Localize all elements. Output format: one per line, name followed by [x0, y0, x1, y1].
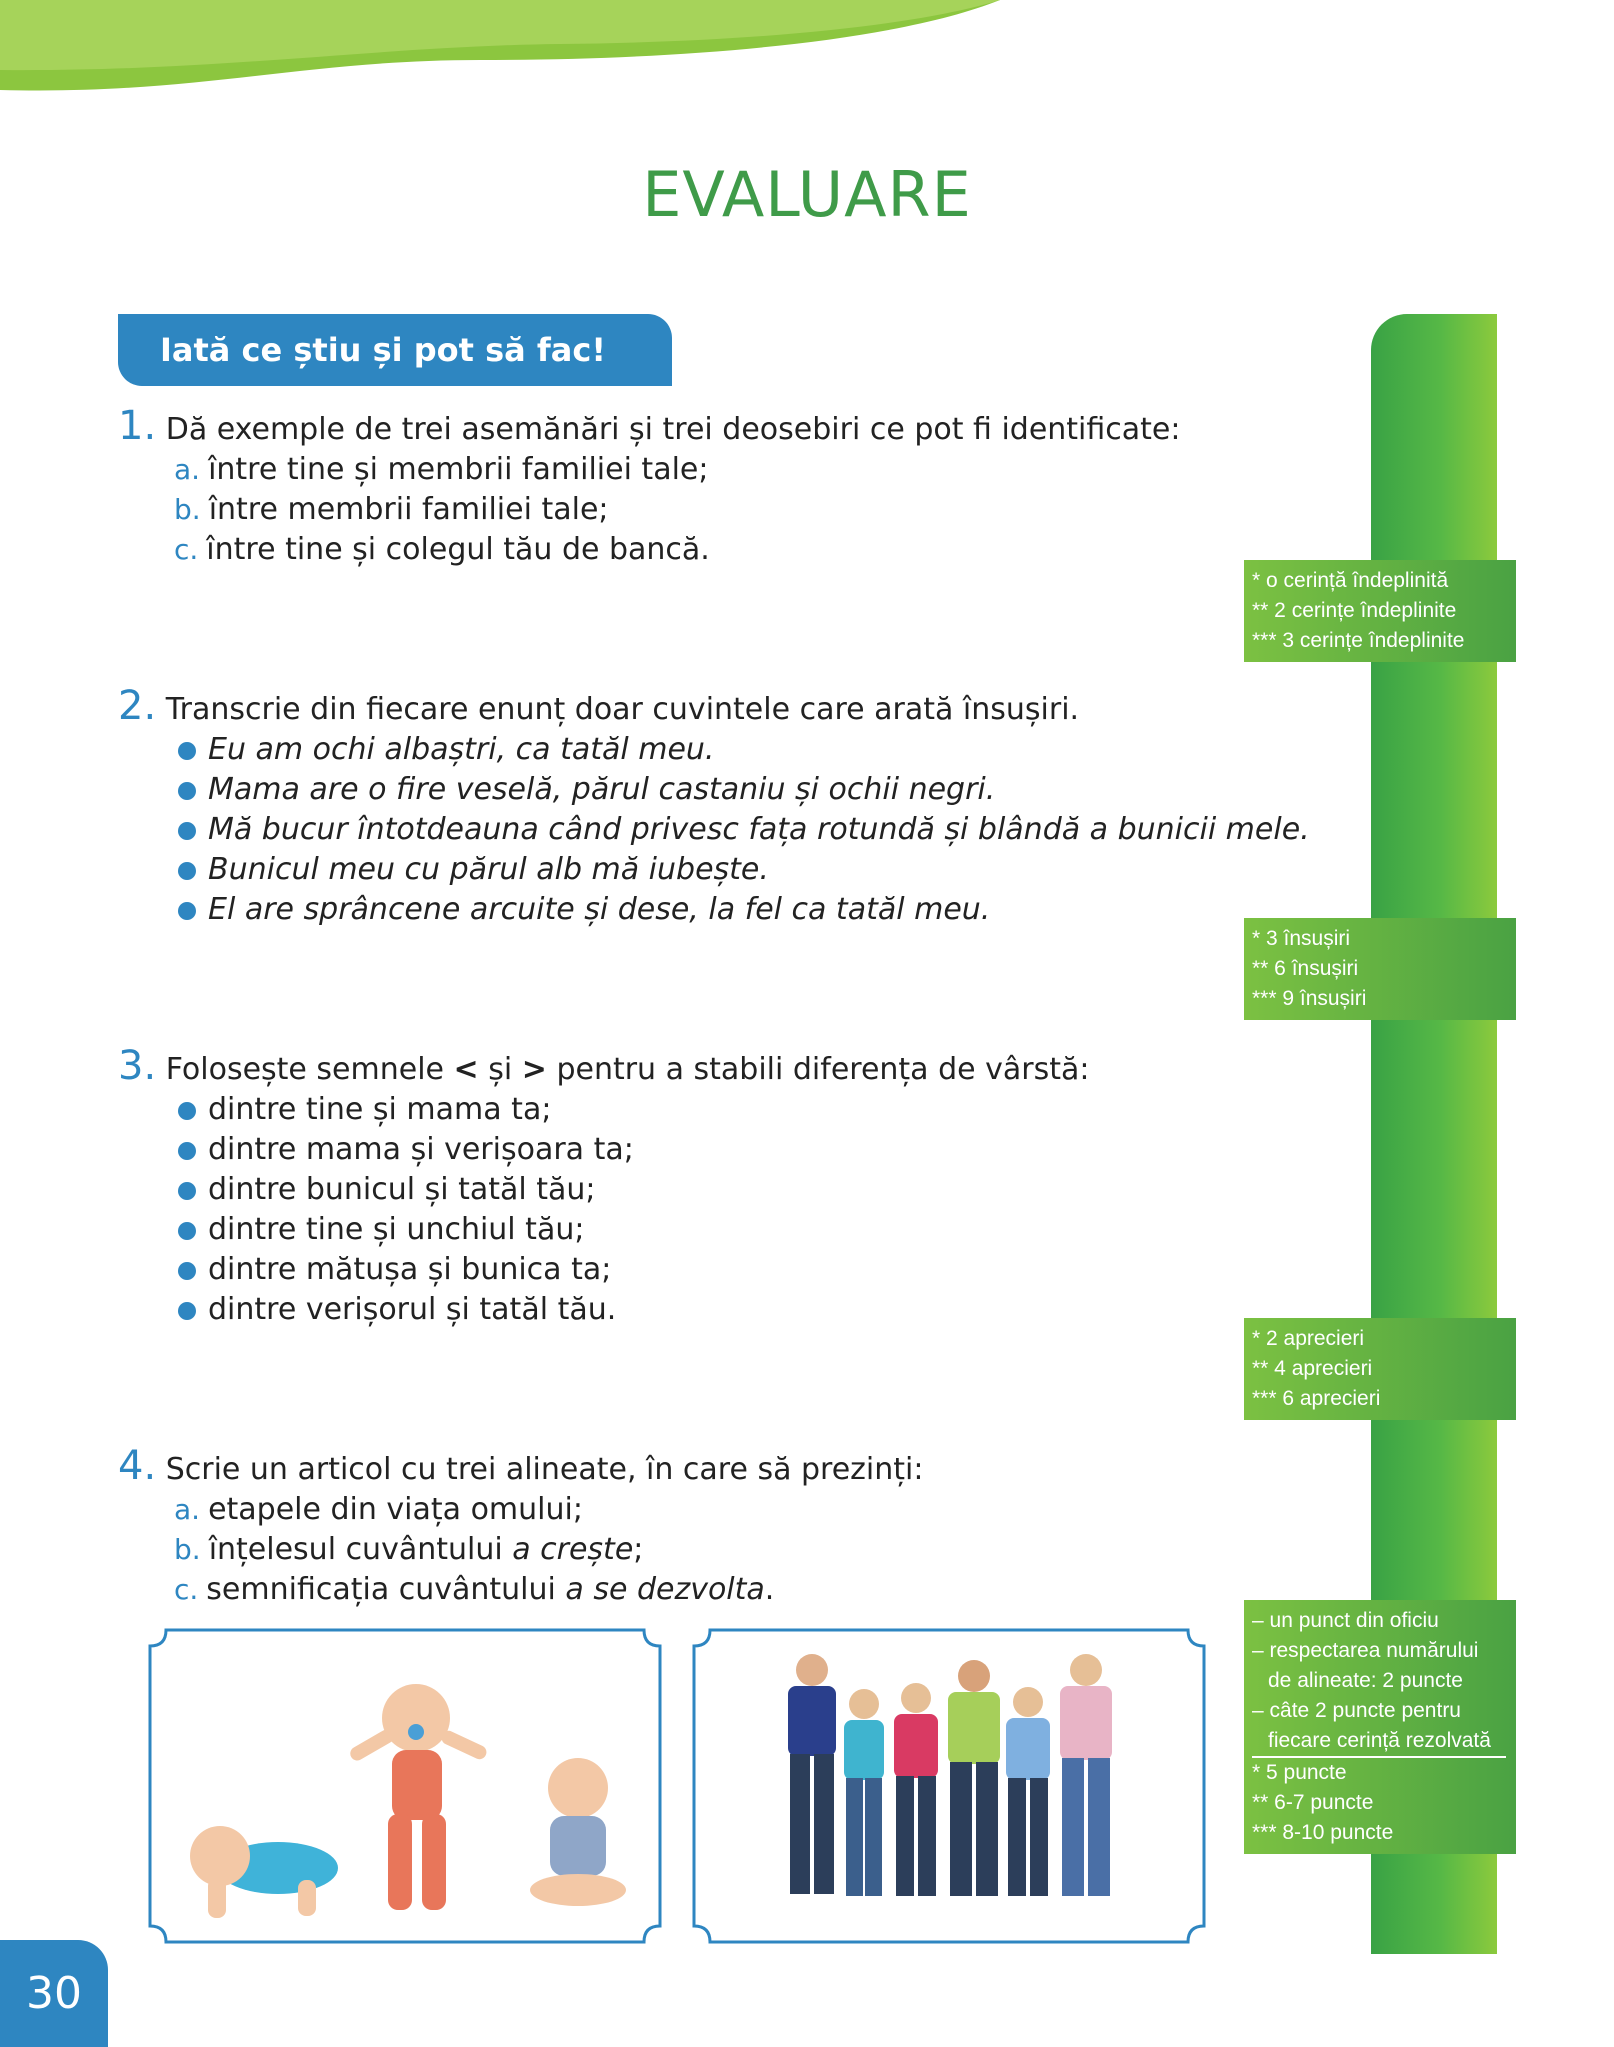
bullet-icon	[178, 902, 196, 920]
item-letter: b.	[174, 493, 201, 526]
top-wave-decoration	[0, 0, 1614, 110]
list-item: dintre bunicul și tatăl tău;	[118, 1170, 1090, 1210]
list-item: Mama are o fire veselă, părul castaniu și ochii negri.	[118, 770, 1310, 810]
symbol-less: <	[453, 1052, 479, 1087]
exercise-number: 2.	[118, 683, 157, 729]
item-letter: c.	[174, 533, 199, 566]
exercise-4	[118, 1443, 924, 1610]
exercise-text-mid: și	[488, 1052, 513, 1087]
page-number: 30	[0, 1940, 108, 2047]
item-italic: a crește	[512, 1532, 634, 1567]
bullet-icon	[178, 822, 196, 840]
exercise-number: 4.	[118, 1443, 157, 1489]
item-text: între tine și membrii familiei tale;	[208, 452, 709, 487]
exercise-text-before: Folosește semnele	[165, 1052, 444, 1087]
item-letter: c.	[174, 1573, 199, 1606]
bullet-icon	[178, 1262, 196, 1280]
score-box-1: * o cerință îndeplinită ** 2 cerințe îndeplinite *** 3 cerințe îndeplinite	[1244, 560, 1516, 662]
score-box-3: * 2 aprecieri ** 4 aprecieri *** 6 aprecieri	[1244, 1318, 1516, 1420]
item-tail: ;	[633, 1532, 644, 1567]
exercise-number: 1.	[118, 403, 157, 449]
babies-photo	[148, 1628, 662, 1944]
list-item: dintre tine și unchiul tău;	[118, 1210, 1090, 1250]
list-item: El are sprâncene arcuite și dese, la fel ca tatăl meu.	[118, 890, 1310, 930]
page-title: EVALUARE	[642, 158, 972, 231]
score-box-4: – un punct din oficiu – respectarea numărului de alineate: 2 puncte – câte 2 puncte pentru fiecare cerință rezolvată * 5 puncte ** 6-7 puncte *** 8-10 puncte	[1244, 1600, 1516, 1854]
item-text: între membrii familiei tale;	[208, 492, 609, 527]
exercise-text: Transcrie din fiecare enunț doar cuvintele care arată însușiri.	[165, 692, 1080, 727]
score-box-2: * 3 însușiri ** 6 însușiri *** 9 însușiri	[1244, 918, 1516, 1020]
bullet-icon	[178, 1102, 196, 1120]
exercise-2	[118, 683, 1310, 930]
item-letter: b.	[174, 1533, 201, 1566]
section-banner: Iată ce știu și pot să fac!	[118, 314, 672, 386]
bullet-icon	[178, 1222, 196, 1240]
item-letter: a.	[174, 453, 201, 486]
list-item: dintre mătușa și bunica ta;	[118, 1250, 1090, 1290]
exercise-text: Scrie un articol cu trei alineate, în care să prezinți:	[165, 1452, 924, 1487]
exercise-number: 3.	[118, 1043, 157, 1089]
list-item: dintre verișorul și tatăl tău.	[118, 1290, 1090, 1330]
bullet-icon	[178, 1182, 196, 1200]
list-item: Mă bucur întotdeauna când privesc fața rotundă și blândă a bunicii mele.	[118, 810, 1310, 850]
bullet-icon	[178, 862, 196, 880]
exercise-text: Dă exemple de trei asemănări și trei deosebiri ce pot fi identificate:	[165, 412, 1181, 447]
list-item: dintre mama și verișoara ta;	[118, 1130, 1090, 1170]
item-text: semnificația cuvântului	[206, 1572, 566, 1607]
list-item: Eu am ochi albaștri, ca tatăl meu.	[118, 730, 1310, 770]
item-letter: a.	[174, 1493, 201, 1526]
bullet-icon	[178, 742, 196, 760]
item-text: etapele din viața omului;	[208, 1492, 583, 1527]
item-text: între tine și colegul tău de bancă.	[206, 532, 710, 567]
item-tail: .	[764, 1572, 775, 1607]
exercise-text-after: pentru a stabili diferența de vârstă:	[556, 1052, 1090, 1087]
bullet-icon	[178, 782, 196, 800]
list-item: dintre tine și mama ta;	[118, 1090, 1090, 1130]
symbol-greater: >	[521, 1052, 547, 1087]
bullet-icon	[178, 1302, 196, 1320]
bullet-icon	[178, 1142, 196, 1160]
exercise-3	[118, 1043, 1090, 1330]
list-item: Bunicul meu cu părul alb mă iubește.	[118, 850, 1310, 890]
family-group-photo	[692, 1628, 1206, 1944]
item-text: înțelesul cuvântului	[208, 1532, 513, 1567]
exercise-1	[118, 403, 1181, 570]
item-italic: a se dezvolta	[565, 1572, 765, 1607]
